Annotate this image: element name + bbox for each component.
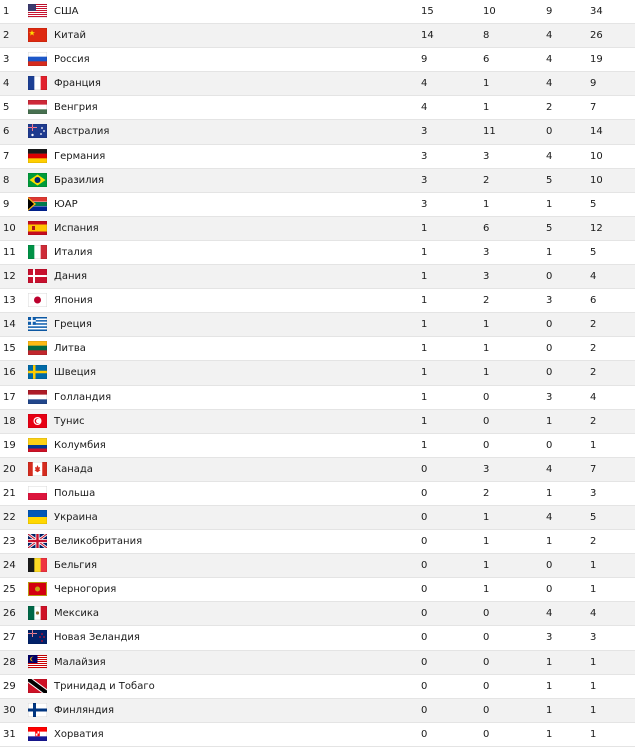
table-row [0, 48, 635, 72]
rank-cell: 3 [3, 54, 10, 66]
rank-cell: 7 [3, 150, 10, 162]
bronze-count-cell: 5 [546, 174, 553, 186]
bronze-count-cell: 5 [546, 222, 553, 234]
country-cell[interactable]: Черногория [54, 584, 117, 596]
total-count-cell: 1 [590, 560, 597, 572]
country-cell[interactable]: Великобритания [54, 536, 143, 548]
gold-count-cell: 0 [421, 560, 428, 572]
country-cell[interactable]: Япония [54, 295, 93, 307]
gold-count-cell: 0 [421, 656, 428, 668]
gold-count-cell: 0 [421, 536, 428, 548]
total-count-cell: 2 [590, 415, 597, 427]
silver-count-cell: 1 [483, 511, 490, 523]
gold-count-cell: 3 [421, 174, 428, 186]
total-count-cell: 34 [590, 6, 603, 17]
total-count-cell: 2 [590, 319, 597, 331]
croatia-flag-icon [28, 727, 47, 741]
brazil-flag-icon [28, 173, 47, 187]
bronze-count-cell: 4 [546, 78, 553, 90]
table-row [0, 24, 635, 48]
rank-cell: 28 [3, 656, 16, 668]
rank-cell: 21 [3, 487, 16, 499]
country-cell[interactable]: Италия [54, 246, 93, 258]
total-count-cell: 4 [590, 608, 597, 620]
table-row [0, 217, 635, 241]
country-cell[interactable]: Австралия [54, 126, 110, 138]
bronze-count-cell: 3 [546, 295, 553, 307]
table-row [0, 554, 635, 578]
table-row [0, 458, 635, 482]
montenegro-flag-icon [28, 582, 47, 596]
total-count-cell: 9 [590, 78, 597, 90]
netherlands-flag-icon [28, 390, 47, 404]
silver-count-cell: 0 [483, 391, 490, 403]
hungary-flag-icon [28, 100, 47, 114]
gold-count-cell: 1 [421, 271, 428, 283]
greece-flag-icon [28, 317, 47, 331]
total-count-cell: 7 [590, 102, 597, 114]
rank-cell: 5 [3, 102, 10, 114]
total-count-cell: 12 [590, 222, 603, 234]
total-count-cell: 2 [590, 536, 597, 548]
rank-cell: 27 [3, 632, 16, 644]
bronze-count-cell: 1 [546, 487, 553, 499]
trinidad-tobago-flag-icon [28, 679, 47, 693]
gold-count-cell: 14 [421, 30, 434, 42]
table-row [0, 723, 635, 747]
silver-count-cell: 0 [483, 680, 490, 692]
gold-count-cell: 1 [421, 343, 428, 355]
total-count-cell: 1 [590, 680, 597, 692]
country-cell[interactable]: Германия [54, 150, 106, 162]
rank-cell: 30 [3, 704, 16, 716]
silver-count-cell: 3 [483, 271, 490, 283]
bronze-count-cell: 1 [546, 536, 553, 548]
gold-count-cell: 1 [421, 246, 428, 258]
country-cell[interactable]: Хорватия [54, 728, 104, 740]
sweden-flag-icon [28, 365, 47, 379]
bronze-count-cell: 9 [546, 6, 553, 17]
bronze-count-cell: 0 [546, 439, 553, 451]
table-row [0, 626, 635, 650]
silver-count-cell: 1 [483, 560, 490, 572]
country-cell[interactable]: Тунис [54, 415, 85, 427]
total-count-cell: 3 [590, 487, 597, 499]
table-row [0, 96, 635, 120]
total-count-cell: 5 [590, 511, 597, 523]
country-cell[interactable]: Польша [54, 487, 96, 499]
total-count-cell: 5 [590, 246, 597, 258]
rank-cell: 12 [3, 271, 16, 283]
japan-flag-icon [28, 293, 47, 307]
gold-count-cell: 0 [421, 463, 428, 475]
bronze-count-cell: 0 [546, 126, 553, 138]
country-cell[interactable]: Малайзия [54, 656, 106, 668]
country-cell[interactable]: Новая Зеландия [54, 632, 140, 644]
total-count-cell: 10 [590, 174, 603, 186]
bronze-count-cell: 1 [546, 704, 553, 716]
gold-count-cell: 0 [421, 728, 428, 740]
silver-count-cell: 8 [483, 30, 490, 42]
south-africa-flag-icon [28, 197, 47, 211]
rank-cell: 16 [3, 367, 16, 379]
rank-cell: 24 [3, 560, 16, 572]
bronze-count-cell: 0 [546, 560, 553, 572]
bronze-count-cell: 0 [546, 319, 553, 331]
gold-count-cell: 3 [421, 126, 428, 138]
bronze-count-cell: 1 [546, 415, 553, 427]
country-cell[interactable]: Бразилия [54, 174, 105, 186]
silver-count-cell: 2 [483, 295, 490, 307]
rank-cell: 11 [3, 246, 16, 258]
table-row [0, 265, 635, 289]
country-cell[interactable]: США [54, 6, 79, 17]
rank-cell: 31 [3, 728, 16, 740]
silver-count-cell: 1 [483, 536, 490, 548]
uk-flag-icon [28, 534, 47, 548]
silver-count-cell: 3 [483, 150, 490, 162]
total-count-cell: 2 [590, 367, 597, 379]
table-row [0, 410, 635, 434]
total-count-cell: 19 [590, 54, 603, 66]
gold-count-cell: 1 [421, 391, 428, 403]
total-count-cell: 7 [590, 463, 597, 475]
bronze-count-cell: 1 [546, 728, 553, 740]
table-row [0, 289, 635, 313]
rank-cell: 17 [3, 391, 16, 403]
bronze-count-cell: 3 [546, 632, 553, 644]
gold-count-cell: 0 [421, 511, 428, 523]
bronze-count-cell: 3 [546, 391, 553, 403]
gold-count-cell: 0 [421, 632, 428, 644]
table-row [0, 145, 635, 169]
italy-flag-icon [28, 245, 47, 259]
bronze-count-cell: 4 [546, 511, 553, 523]
rank-cell: 10 [3, 222, 16, 234]
table-row [0, 602, 635, 626]
country-cell[interactable]: Колумбия [54, 439, 106, 451]
rank-cell: 13 [3, 295, 16, 307]
silver-count-cell: 11 [483, 126, 496, 138]
total-count-cell: 4 [590, 271, 597, 283]
ukraine-flag-icon [28, 510, 47, 524]
rank-cell: 15 [3, 343, 16, 355]
country-cell[interactable]: Канада [54, 463, 93, 475]
gold-count-cell: 1 [421, 367, 428, 379]
country-cell[interactable]: Венгрия [54, 102, 98, 114]
country-cell[interactable]: Бельгия [54, 560, 98, 572]
rank-cell: 20 [3, 463, 16, 475]
bronze-count-cell: 4 [546, 608, 553, 620]
colombia-flag-icon [28, 438, 47, 452]
table-row [0, 193, 635, 217]
table-row [0, 530, 635, 554]
gold-count-cell: 1 [421, 222, 428, 234]
gold-count-cell: 1 [421, 295, 428, 307]
bronze-count-cell: 4 [546, 463, 553, 475]
rank-cell: 1 [3, 6, 10, 17]
bronze-count-cell: 1 [546, 680, 553, 692]
silver-count-cell: 2 [483, 487, 490, 499]
table-row [0, 482, 635, 506]
total-count-cell: 1 [590, 584, 597, 596]
silver-count-cell: 6 [483, 222, 490, 234]
tunisia-flag-icon [28, 414, 47, 428]
gold-count-cell: 1 [421, 439, 428, 451]
gold-count-cell: 0 [421, 680, 428, 692]
total-count-cell: 5 [590, 198, 597, 210]
table-row [0, 337, 635, 361]
gold-count-cell: 9 [421, 54, 428, 66]
rank-cell: 4 [3, 78, 10, 90]
silver-count-cell: 0 [483, 728, 490, 740]
total-count-cell: 1 [590, 439, 597, 451]
bronze-count-cell: 0 [546, 271, 553, 283]
spain-flag-icon [28, 221, 47, 235]
silver-count-cell: 1 [483, 367, 490, 379]
table-row [0, 506, 635, 530]
bronze-count-cell: 1 [546, 246, 553, 258]
rank-cell: 2 [3, 30, 10, 42]
silver-count-cell: 1 [483, 78, 490, 90]
silver-count-cell: 0 [483, 704, 490, 716]
silver-count-cell: 0 [483, 656, 490, 668]
table-row [0, 651, 635, 675]
rank-cell: 19 [3, 439, 16, 451]
rank-cell: 6 [3, 126, 10, 138]
gold-count-cell: 4 [421, 102, 428, 114]
country-cell[interactable]: Голландия [54, 391, 112, 403]
country-cell[interactable]: Франция [54, 78, 101, 90]
poland-flag-icon [28, 486, 47, 500]
total-count-cell: 14 [590, 126, 603, 138]
table-row [0, 675, 635, 699]
silver-count-cell: 10 [483, 6, 496, 17]
rank-cell: 9 [3, 198, 10, 210]
mexico-flag-icon [28, 606, 47, 620]
bronze-count-cell: 2 [546, 102, 553, 114]
silver-count-cell: 1 [483, 102, 490, 114]
canada-flag-icon [28, 462, 47, 476]
gold-count-cell: 15 [421, 6, 434, 17]
gold-count-cell: 3 [421, 198, 428, 210]
country-cell[interactable]: Литва [54, 343, 86, 355]
silver-count-cell: 1 [483, 198, 490, 210]
bronze-count-cell: 1 [546, 656, 553, 668]
table-row [0, 241, 635, 265]
country-cell[interactable]: Финляндия [54, 704, 115, 716]
total-count-cell: 1 [590, 704, 597, 716]
table-row [0, 120, 635, 144]
usa-flag-icon [28, 4, 47, 18]
table-row [0, 578, 635, 602]
table-row [0, 169, 635, 193]
total-count-cell: 2 [590, 343, 597, 355]
finland-flag-icon [28, 703, 47, 717]
gold-count-cell: 1 [421, 415, 428, 427]
rank-cell: 14 [3, 319, 16, 331]
bronze-count-cell: 1 [546, 198, 553, 210]
china-flag-icon [28, 28, 47, 42]
silver-count-cell: 1 [483, 319, 490, 331]
table-row [0, 313, 635, 337]
total-count-cell: 26 [590, 30, 603, 42]
total-count-cell: 1 [590, 728, 597, 740]
country-cell[interactable]: Тринидад и Тобаго [54, 680, 155, 692]
bronze-count-cell: 4 [546, 30, 553, 42]
country-cell[interactable]: Мексика [54, 608, 99, 620]
silver-count-cell: 0 [483, 439, 490, 451]
denmark-flag-icon [28, 269, 47, 283]
country-cell[interactable]: Испания [54, 222, 99, 234]
gold-count-cell: 0 [421, 487, 428, 499]
gold-count-cell: 0 [421, 584, 428, 596]
country-cell[interactable]: ЮАР [54, 198, 78, 210]
bronze-count-cell: 4 [546, 54, 553, 66]
total-count-cell: 4 [590, 391, 597, 403]
country-cell[interactable]: Швеция [54, 367, 97, 379]
rank-cell: 23 [3, 536, 16, 548]
malaysia-flag-icon [28, 655, 47, 669]
table-row [0, 0, 635, 24]
country-cell[interactable]: Китай [54, 30, 87, 42]
silver-count-cell: 6 [483, 54, 490, 66]
bronze-count-cell: 0 [546, 343, 553, 355]
rank-cell: 25 [3, 584, 16, 596]
country-cell[interactable]: Дания [54, 271, 87, 283]
rank-cell: 18 [3, 415, 16, 427]
country-cell[interactable]: Греция [54, 319, 92, 331]
total-count-cell: 10 [590, 150, 603, 162]
new-zealand-flag-icon [28, 630, 47, 644]
bronze-count-cell: 0 [546, 584, 553, 596]
country-cell[interactable]: Россия [54, 54, 90, 66]
bronze-count-cell: 0 [546, 367, 553, 379]
lithuania-flag-icon [28, 341, 47, 355]
rank-cell: 22 [3, 511, 16, 523]
belgium-flag-icon [28, 558, 47, 572]
table-row [0, 434, 635, 458]
rank-cell: 29 [3, 680, 16, 692]
table-row [0, 72, 635, 96]
silver-count-cell: 0 [483, 608, 490, 620]
table-row [0, 361, 635, 385]
total-count-cell: 1 [590, 656, 597, 668]
australia-flag-icon [28, 124, 47, 138]
france-flag-icon [28, 76, 47, 90]
gold-count-cell: 0 [421, 704, 428, 716]
gold-count-cell: 4 [421, 78, 428, 90]
total-count-cell: 3 [590, 632, 597, 644]
silver-count-cell: 3 [483, 463, 490, 475]
silver-count-cell: 0 [483, 632, 490, 644]
silver-count-cell: 1 [483, 584, 490, 596]
rank-cell: 26 [3, 608, 16, 620]
table-row [0, 699, 635, 723]
germany-flag-icon [28, 149, 47, 163]
gold-count-cell: 3 [421, 150, 428, 162]
table-row [0, 386, 635, 410]
silver-count-cell: 0 [483, 415, 490, 427]
silver-count-cell: 1 [483, 343, 490, 355]
silver-count-cell: 2 [483, 174, 490, 186]
country-cell[interactable]: Украина [54, 511, 98, 523]
gold-count-cell: 0 [421, 608, 428, 620]
bronze-count-cell: 4 [546, 150, 553, 162]
gold-count-cell: 1 [421, 319, 428, 331]
russia-flag-icon [28, 52, 47, 66]
total-count-cell: 6 [590, 295, 597, 307]
silver-count-cell: 3 [483, 246, 490, 258]
rank-cell: 8 [3, 174, 10, 186]
